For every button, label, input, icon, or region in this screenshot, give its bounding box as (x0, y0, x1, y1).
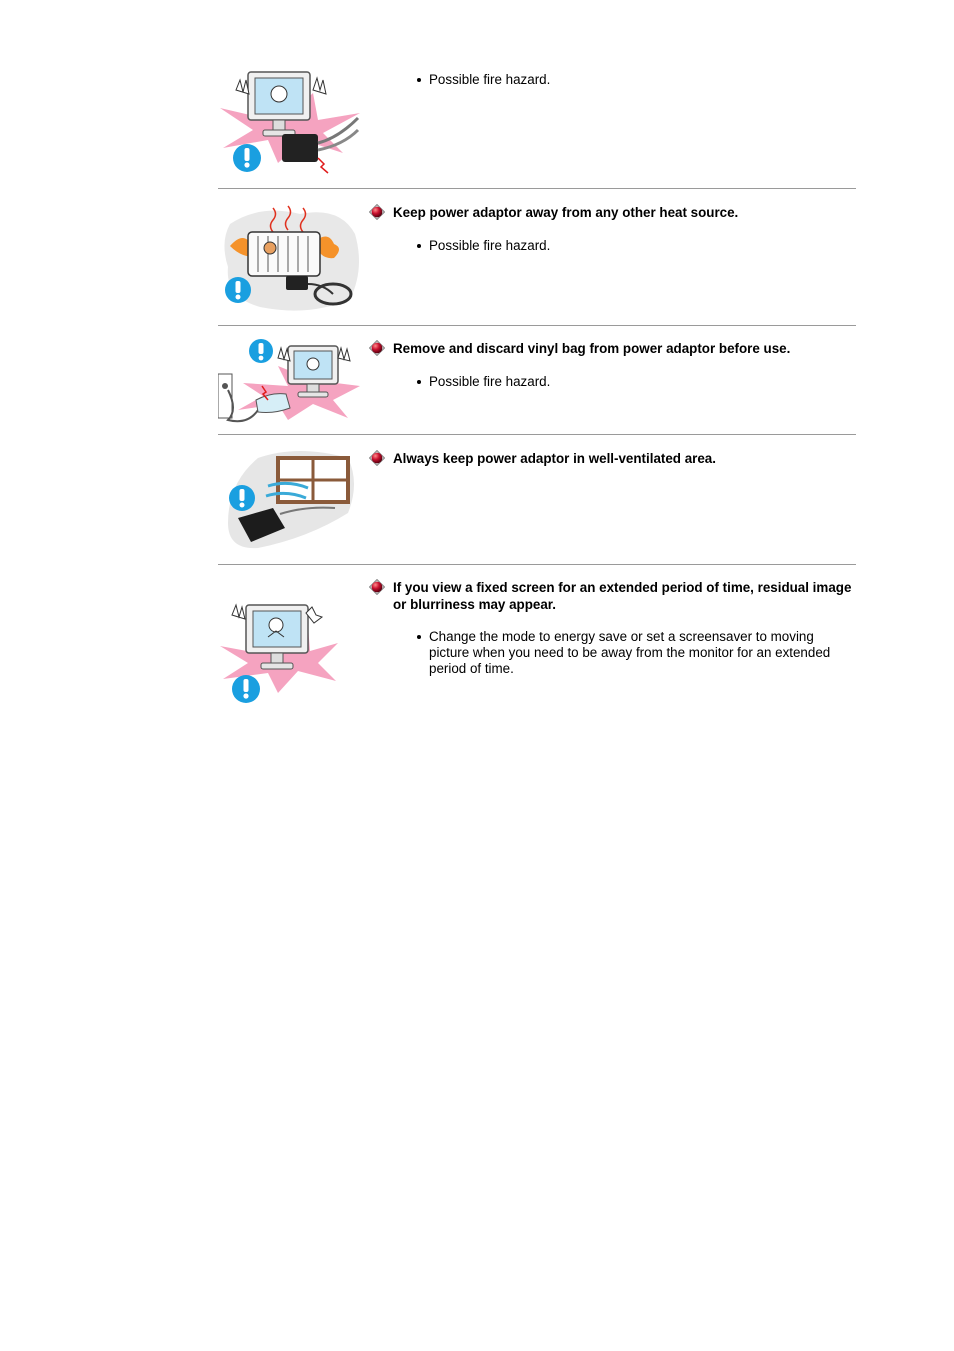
section-content (369, 204, 856, 254)
bullet-list (369, 72, 856, 88)
adaptor-near-heater-icon (218, 204, 363, 312)
heading-text: Remove and discard vinyl bag from power adaptor before use. (393, 341, 791, 356)
heading-text: Always keep power adaptor in well-ventilated area. (393, 451, 716, 466)
illustration (218, 448, 363, 550)
section-content (369, 340, 856, 390)
bullet-list (369, 238, 856, 254)
red-ball-bullet-icon (369, 579, 385, 595)
section-5 (218, 577, 856, 707)
red-ball-bullet-icon (369, 340, 385, 356)
section-3 (218, 338, 856, 428)
divider (218, 325, 856, 326)
illustration (218, 601, 363, 706)
red-ball-bullet-icon (369, 204, 385, 220)
section-1 (218, 68, 856, 183)
monitor-residual-image-icon (218, 601, 363, 706)
section-content (369, 72, 856, 88)
heading-text: Keep power adaptor away from any other heat source. (393, 205, 739, 220)
section-4 (218, 448, 856, 553)
adaptor-near-window-icon (218, 448, 363, 550)
list-item: Possible fire hazard. (369, 238, 856, 254)
section-2 (218, 202, 856, 317)
section-content (369, 450, 856, 467)
list-item: Possible fire hazard. (369, 72, 856, 88)
bullet-list (369, 374, 856, 390)
divider (218, 564, 856, 565)
divider (218, 188, 856, 189)
illustration (218, 338, 363, 426)
bullet-list (369, 629, 856, 677)
heading-text: If you view a fixed screen for an extended period of time, residual image or blurriness may appear. (393, 580, 852, 612)
adaptor-in-vinyl-bag-icon (218, 338, 363, 426)
illustration (218, 68, 363, 178)
section-heading (369, 450, 856, 467)
section-heading (369, 340, 856, 357)
red-ball-bullet-icon (369, 450, 385, 466)
illustration (218, 204, 363, 312)
section-content (369, 579, 856, 677)
list-item: Possible fire hazard. (369, 374, 856, 390)
section-heading (369, 579, 856, 613)
divider (218, 434, 856, 435)
monitor-with-adaptor-sparks-icon (218, 68, 363, 178)
section-heading (369, 204, 856, 221)
list-item: Change the mode to energy save or set a screensaver to moving picture when you need to be away from the monitor for an extended period of time. (369, 629, 856, 677)
